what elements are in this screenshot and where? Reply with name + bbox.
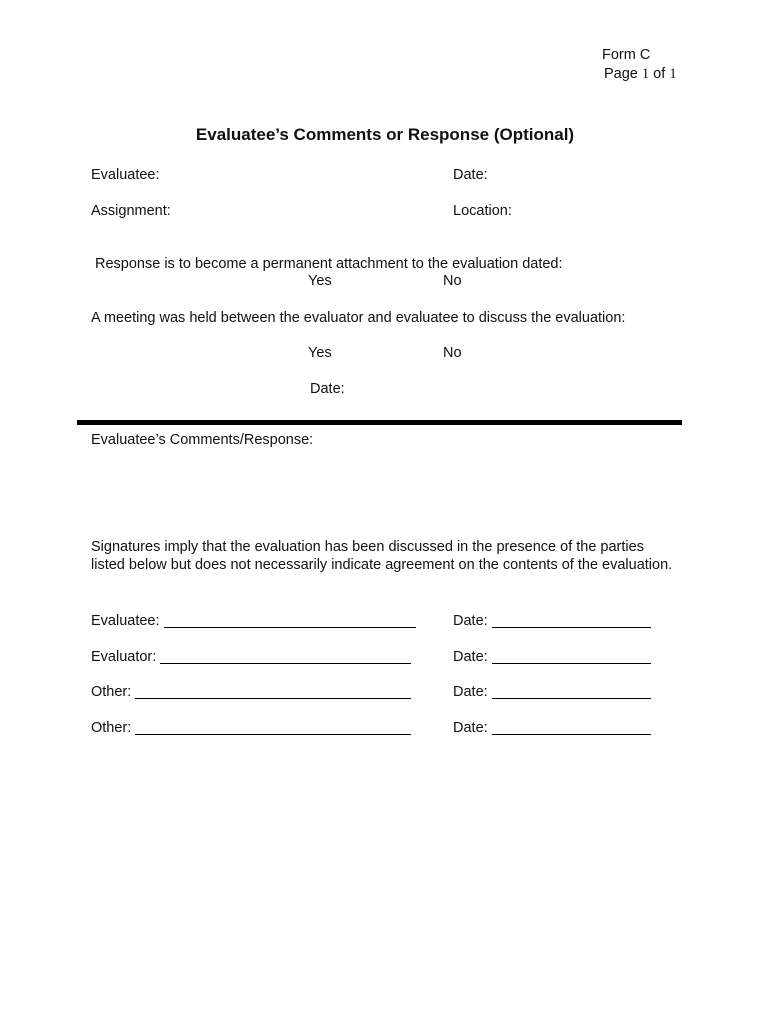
page-current: 1 bbox=[641, 66, 650, 82]
meeting-question: A meeting was held between the evaluator and evaluatee to discuss the evaluation: bbox=[91, 310, 626, 326]
signature-date-row bbox=[453, 610, 651, 629]
signature-row-evaluator bbox=[91, 646, 411, 665]
signature-row-other-2 bbox=[91, 717, 411, 736]
page-number bbox=[604, 66, 677, 83]
assignment-field-label: Assignment: bbox=[91, 203, 171, 219]
location-field-label: Location: bbox=[453, 203, 512, 219]
signature-date-row bbox=[453, 717, 651, 736]
page-word: Page bbox=[604, 66, 642, 82]
meeting-no-option[interactable]: No bbox=[443, 345, 462, 361]
date-field-label: Date: bbox=[453, 167, 488, 183]
signatures-note: Signatures imply that the evaluation has been discussed in the presence of the parties listed below but does not necessarily indicate agreement on the contents of the evaluation. bbox=[91, 539, 673, 573]
section-divider bbox=[77, 420, 682, 425]
page-of: of bbox=[649, 66, 670, 82]
attachment-question: Response is to become a permanent attachment to the evaluation dated: bbox=[95, 256, 563, 272]
attachment-yes-option[interactable]: Yes bbox=[308, 273, 332, 289]
signature-label: Evaluator: bbox=[91, 649, 157, 665]
signature-date-line[interactable] bbox=[492, 649, 651, 664]
signature-date-label: Date: bbox=[453, 684, 488, 700]
signature-date-line[interactable] bbox=[492, 684, 651, 699]
signature-date-label: Date: bbox=[453, 649, 488, 665]
signature-label: Other: bbox=[91, 720, 132, 736]
signature-line[interactable] bbox=[164, 613, 416, 628]
signature-date-label: Date: bbox=[453, 613, 488, 629]
comments-label: Evaluatee’s Comments/Response: bbox=[91, 432, 314, 448]
page-title: Evaluatee’s Comments or Response (Optional) bbox=[195, 125, 575, 144]
signature-line[interactable] bbox=[135, 720, 411, 735]
attachment-no-option[interactable]: No bbox=[443, 273, 462, 289]
signature-date-line[interactable] bbox=[492, 720, 651, 735]
signature-line[interactable] bbox=[135, 684, 411, 699]
meeting-yes-option[interactable]: Yes bbox=[308, 345, 332, 361]
signature-date-row bbox=[453, 681, 651, 700]
signature-row-evaluatee bbox=[91, 610, 416, 629]
evaluatee-field-label: Evaluatee: bbox=[91, 167, 160, 183]
signature-date-line[interactable] bbox=[492, 613, 651, 628]
signature-date-label: Date: bbox=[453, 720, 488, 736]
signature-line[interactable] bbox=[160, 649, 411, 664]
form-label: Form C bbox=[602, 47, 651, 63]
meeting-date-label: Date: bbox=[310, 381, 345, 397]
signature-row-other-1 bbox=[91, 681, 411, 700]
signature-label: Other: bbox=[91, 684, 132, 700]
signature-label: Evaluatee: bbox=[91, 613, 160, 629]
page-total: 1 bbox=[669, 66, 677, 82]
signature-date-row bbox=[453, 646, 651, 665]
